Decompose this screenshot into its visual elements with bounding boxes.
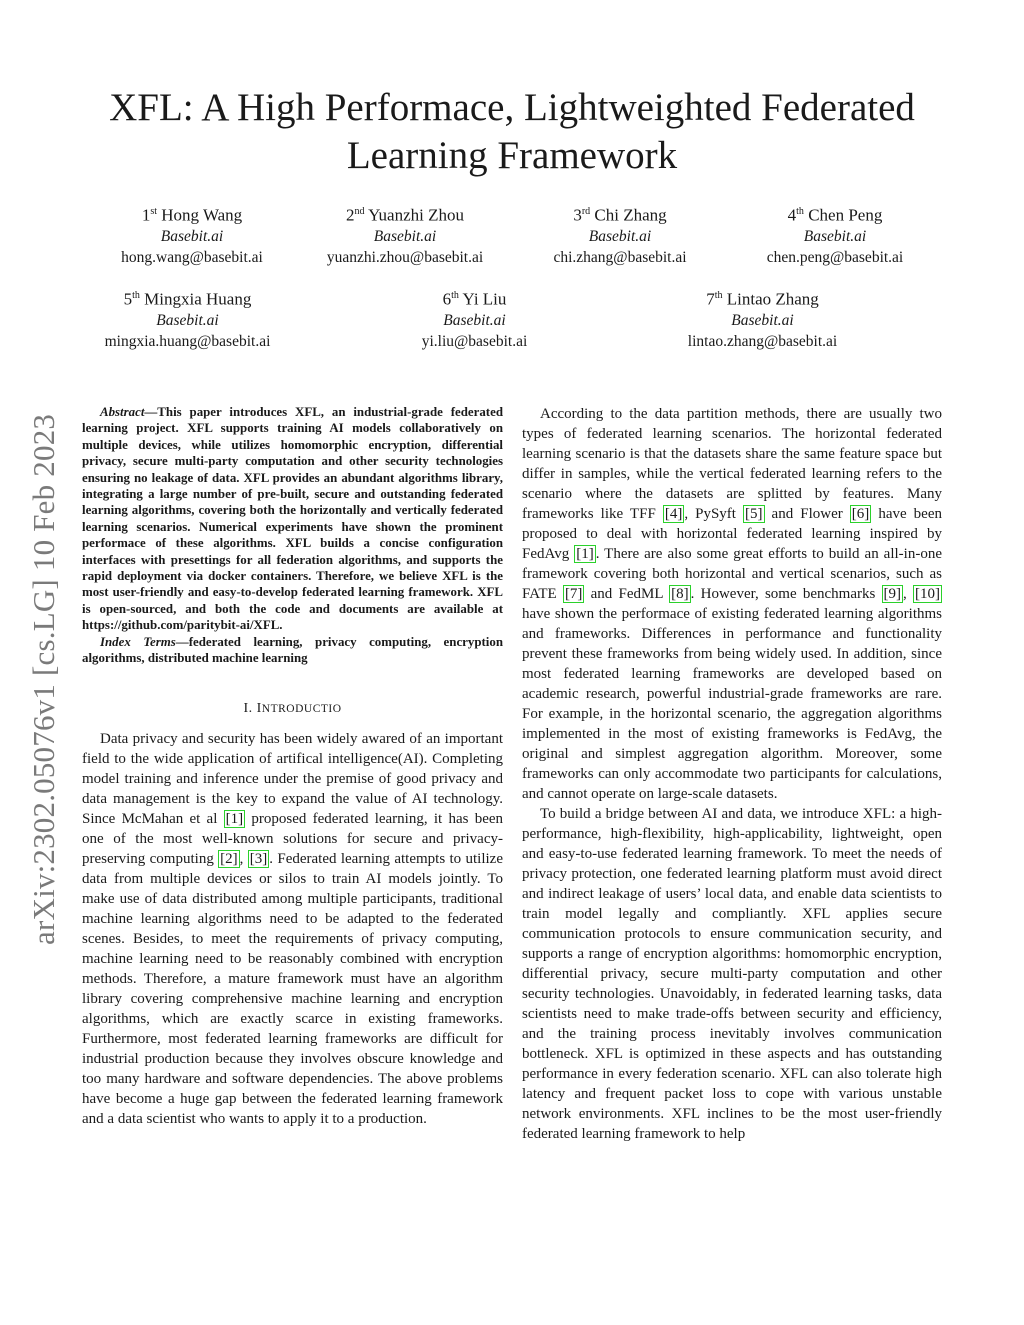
text-run: and FedML (584, 586, 670, 602)
author-ordinal-suffix: nd (354, 206, 365, 217)
citation-link[interactable]: [8] (671, 586, 689, 602)
text-run: have been proposed to deal with horizontal federated learning inspired by FedAvg (522, 506, 942, 562)
text-run: have shown the performace of existing federated learning algorithms and frameworks. Differences in performance and functionality prevent these frameworks from being widely used. In addition, since most federated learning frameworks are developed based on academic research, powerful industrial-grade frameworks are rare. For example, in the horizontal scenario, the aggregation algorithms implemented in the most of existing frameworks is FedAvg, the original and simplest aggregation algorithm. Moreover, some frameworks can only accommodate two participants for calculations, and cannot operate on large-scale datasets. (522, 606, 942, 802)
left-column (82, 404, 503, 1129)
citation-link[interactable]: [3] (249, 850, 268, 867)
author-block (645, 285, 880, 352)
citation-link[interactable]: [2] (220, 850, 238, 867)
author-ordinal: 6 (442, 289, 452, 309)
author-ordinal-suffix: th (132, 290, 140, 301)
section-initial: I (256, 700, 262, 716)
author-email[interactable]: mingxia.huang@basebit.ai (104, 332, 271, 350)
author-block (82, 201, 302, 268)
citation-link[interactable]: [1] (576, 546, 594, 562)
author-ordinal: 2 (346, 205, 355, 225)
author-ordinal: 4 (787, 205, 797, 225)
author-name: Chi Zhang (594, 205, 667, 225)
intro-paragraph (82, 729, 503, 1129)
author-email[interactable]: hong.wang@basebit.ai (121, 248, 263, 266)
author-email[interactable]: chi.zhang@basebit.ai (553, 248, 687, 266)
author-block (295, 201, 515, 268)
text-run: . However, some benchmarks (690, 586, 882, 602)
paper-title: XFL: A High Performace, Lightweighted Federated Learning Framework (109, 86, 915, 177)
author-ordinal: 1 (141, 205, 151, 225)
author-affiliation: Basebit.ai (588, 227, 652, 245)
index-terms (82, 634, 503, 667)
text-run: , (903, 586, 913, 602)
index-terms-label: Index Terms (100, 634, 176, 649)
author-block (725, 201, 945, 268)
author-ordinal-suffix: rd (581, 206, 591, 217)
abstract-dash: — (144, 405, 158, 419)
author-name: Lintao Zhang (726, 289, 819, 309)
author-email[interactable]: yi.liu@basebit.ai (421, 332, 528, 350)
text-run: According to the data partition methods, there are usually two types of federated learning scenarios. The horizontal federated learning scenario is that the datasets share the same feature space but differ in samples, while the vertical federated learning refers to the scenario where the datasets are splitted by features. Many frameworks like TFF (522, 406, 942, 522)
author-affiliation: Basebit.ai (373, 227, 437, 245)
author-name: Mingxia Huang (144, 289, 252, 309)
text-run: , PySyft (684, 506, 744, 522)
abstract-text: This paper introduces XFL, an industrial-grade federated learning project. XFL supports training AI models collaboratively on multiple devices, while utilizes homomorphic encryption, differential privacy, secure multi-party computation and other security technologies ensuring no leakage of data. XFL provides an abundant algorithms library, integrating a large number of pre-built, secure and outstanding federated learning algorithms, covering both the horizontally and vertically federated learning scenarios. Numerical experiments have shown the prominent performace of these algorithms. XFL builds a concise configuration interfaces with presettings for all federation algorithms, and supports the rapid deployment via docker containers. Therefore, we believe XFL is the most user-friendly and easy-to-develop federated learning framework. XFL is open-sourced, and both the code and documents are available at https://github.com/paritybit-ai/XFL. (82, 405, 503, 633)
citation-link[interactable]: [4] (664, 506, 683, 522)
author-name: Chen Peng (808, 205, 883, 225)
body-paragraph: To build a bridge between AI and data, we introduce XFL: a high-performance, high-flexibility, high-applicability, lightweight, open and easy-to-use federated learning framework. To meet the needs of privacy protection, one federated learning platform must avoid direct and indirect leakage of users’ local data, and enable data scientists to train model legally and compliantly. XFL applies secure communication protocols to ensure communication security, and supports a range of encryption algorithms: homomorphic encryption, differential privacy, secure multi-party computation and other security technologies. Unavoidably, in federated learning tasks, data scientists need to make trade-offs between security and efficiency, and the training process inevitably involves communication bottleneck. XFL is optimized in these aspects and has outstanding performance in every federation scenario. XFL can also tolerate high latency and frequent packet loss to cope with various unstable network environments. XFL inclines to be the most user-friendly federated learning framework to help (522, 806, 942, 1142)
author-ordinal-suffix: th (796, 206, 804, 217)
citation-link[interactable]: [7] (564, 586, 583, 602)
right-column (522, 404, 942, 1144)
text-run: Data privacy and security has been widely awared of an important field to the wide application of artifical intelligence(AI). Completing model training and inference under the premise of good privacy and data management is the key to expand the value of AI technology. Since McMahan et al (82, 730, 503, 827)
author-email[interactable]: yuanzhi.zhou@basebit.ai (326, 248, 484, 266)
author-ordinal: 7 (706, 289, 715, 309)
author-email[interactable]: chen.peng@basebit.ai (766, 248, 904, 266)
author-affiliation: Basebit.ai (731, 311, 794, 329)
index-terms-dash: — (175, 634, 189, 649)
section-title-rest: NTRODUCTIO (261, 702, 342, 715)
author-ordinal: 3 (573, 205, 582, 225)
author-ordinal: 5 (123, 289, 133, 309)
author-ordinal-suffix: th (714, 290, 723, 301)
author-ordinal-suffix: st (150, 206, 157, 217)
author-ordinal-suffix: th (451, 290, 459, 301)
author-block (510, 201, 730, 268)
citation-link[interactable]: [9] (883, 586, 902, 602)
text-run: , (239, 850, 248, 867)
arxiv-identifier-text: arXiv:2302.05076v1 [cs.LG] 10 Feb 2023 (26, 413, 61, 945)
author-email[interactable]: lintao.zhang@basebit.ai (687, 332, 838, 350)
citation-link[interactable]: [6] (851, 506, 870, 522)
author-name: Hong Wang (161, 205, 243, 225)
section-heading (82, 699, 503, 719)
text-run: . Federated learning attempts to utilize data from multiple devices or silos to train AI models jointly. To make use of data distributed among multiple participants, traditional machine learning algorithms need to be adapted to the federated scenes. Besides, to meet the requirements of privacy computing, machine learning need to be reasonably combined with encryption methods. Therefore, a mature framework must have an algorithm library covering comprehensive machine learning and encryption algorithms, which are exactly scarce in existing frameworks. Furthermore, most federated learning frameworks are difficult for industrial production because they involves obscure knowledge and too many hardware and software dependencies. The above problems have become a huge gap between the federated learning framework and a data scientist who wants to apply it to a production. (82, 850, 503, 1127)
author-block (70, 285, 305, 352)
author-affiliation: Basebit.ai (156, 311, 219, 329)
text-run: . There are also some great efforts to build an all-in-one framework covering both horizontal and vertical scenarios, such as FATE (522, 546, 942, 602)
citation-link[interactable]: [1] (225, 810, 244, 827)
citation-link[interactable]: [5] (745, 506, 763, 522)
author-affiliation: Basebit.ai (803, 227, 867, 245)
author-name: Yi Liu (462, 289, 507, 309)
text-run: and Flower (764, 506, 850, 522)
abstract-label: Abstract (100, 405, 145, 419)
author-affiliation: Basebit.ai (443, 311, 506, 329)
author-name: Yuanzhi Zhou (368, 205, 464, 225)
text-run: proposed federated learning, it has been one of the most well-known solutions for secure and privacy-preserving computing (82, 810, 504, 867)
section-numeral: I. (243, 700, 257, 716)
author-block (362, 285, 587, 352)
index-terms-text: federated learning, privacy computing, encryption algorithms, distributed machine learning (82, 634, 503, 666)
abstract (82, 404, 503, 634)
author-affiliation: Basebit.ai (160, 227, 224, 245)
body-paragraph (522, 404, 942, 804)
citation-link[interactable]: [10] (915, 586, 940, 602)
